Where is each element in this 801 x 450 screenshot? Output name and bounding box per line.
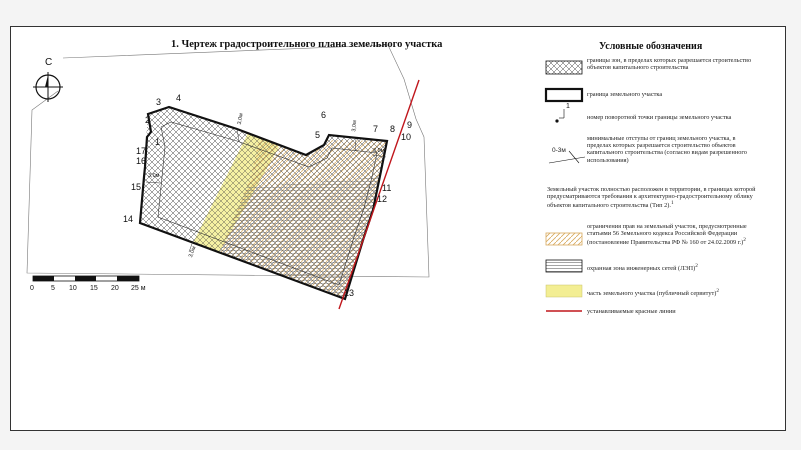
scale-tick-label: 25 м <box>131 285 146 292</box>
stripe-swatch <box>546 260 582 272</box>
point-marker-swatch <box>555 109 564 123</box>
scale-tick-label: 10 <box>69 285 77 292</box>
dimension-label: 3,0м <box>351 120 359 132</box>
point-label-16: 16 <box>136 156 147 166</box>
orange-hatch-swatch <box>546 233 582 245</box>
crosshatch-swatch <box>546 61 582 74</box>
north-label: С <box>45 57 53 68</box>
point-label-2: 2 <box>145 115 151 125</box>
point-label-4: 4 <box>176 93 182 103</box>
point-label-12: 12 <box>377 194 388 204</box>
point-label-9: 9 <box>407 120 413 130</box>
point-label-7: 7 <box>373 124 379 134</box>
north-arrow-icon <box>33 72 63 102</box>
point-label-14: 14 <box>123 214 134 224</box>
legend-item-text: граница земельного участка <box>587 91 663 98</box>
legend-note: Земельный участок полностью расположен в территории, в границах которой предусматриваются требования к архитектурно-градостроительному облику объектов капитального строительства (Тип 2).$^1$ <box>547 186 756 210</box>
dimension-label: 3,0м <box>373 148 385 154</box>
scale-tick-label: 5 <box>51 285 55 292</box>
legend-item-text: охранная зона инженерных сетей (ЛЭП)$^2$ <box>587 263 698 273</box>
dimension-label: 3,0м <box>187 245 198 259</box>
dimension-label: 3,0м <box>236 112 245 126</box>
point-label-13: 13 <box>344 288 355 298</box>
point-label-15: 15 <box>131 182 142 192</box>
legend-item-text: устанавливаемые красные линии <box>587 308 676 315</box>
drawing-title: 1. Чертеж градостроительного плана земельного участка <box>171 39 443 50</box>
scale-tick-label: 0 <box>30 285 34 292</box>
point-label-10: 10 <box>401 132 412 142</box>
legend-item-text: минимальные отступы от границ земельного участка, в пределах которых разрешается строительство объектов капитального строительства (согласно видам разрешенного использования) <box>587 135 747 164</box>
dimension-label: 3,0м <box>148 173 160 179</box>
point-label-6: 6 <box>321 110 327 120</box>
point-label-3: 3 <box>156 97 162 107</box>
legend-item-text: границы зон, в пределах которых разрешается строительство объектов капитального строительства <box>587 57 752 72</box>
legend-point-marker-label: 1 <box>566 103 570 110</box>
scale-tick-label: 15 <box>90 285 98 292</box>
drawing-sheet <box>10 26 786 431</box>
legend-item-text: номер поворотной точки границы земельного участка <box>587 114 732 121</box>
point-label-17: 17 <box>136 146 147 156</box>
legend-item-text: часть земельного участка (публичный сервитут)$^2$ <box>587 288 719 298</box>
legend-title: Условные обозначения <box>599 41 703 52</box>
scale-bar <box>33 276 139 281</box>
point-label-11: 11 <box>382 183 392 193</box>
point-label-5: 5 <box>315 130 321 140</box>
yellow-swatch <box>546 285 582 297</box>
legend-item-text: ограничения прав на земельный участок, предусмотренные статьями 56 Земельного кодекса Российской Федерации (постановление Правительства РФ № 160 от 24.02.2009 г.)$^2$ <box>587 223 747 247</box>
point-label-1: 1 <box>155 137 161 147</box>
thick-border-swatch <box>546 89 582 101</box>
scale-tick-label: 20 <box>111 285 119 292</box>
point-label-8: 8 <box>390 124 396 134</box>
legend-setback-marker-label: 0-3м <box>552 147 566 154</box>
